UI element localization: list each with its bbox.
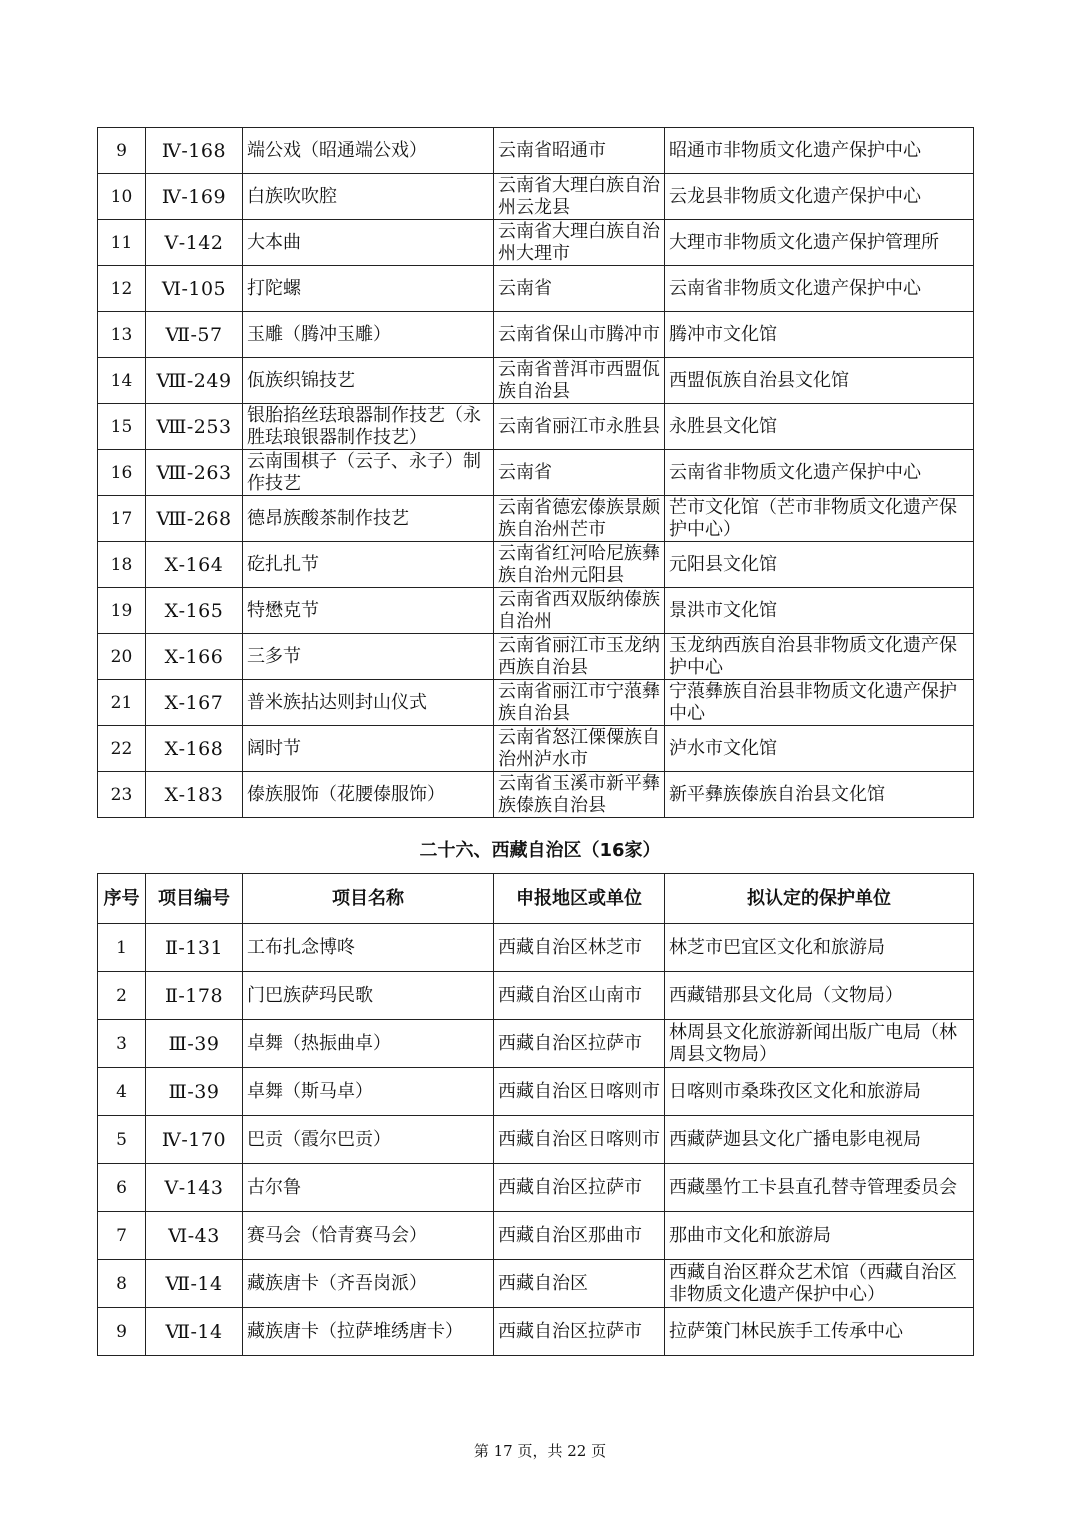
cell-name: 傣族服饰（花腰傣服饰） [243, 772, 494, 818]
cell-unit: 云龙县非物质文化遗产保护中心 [665, 174, 974, 220]
tibet-table [97, 873, 974, 1356]
cell-unit: 永胜县文化馆 [665, 404, 974, 450]
cell-seq: 18 [98, 542, 146, 588]
table-row [98, 450, 974, 496]
cell-name: 矻扎扎节 [243, 542, 494, 588]
cell-unit: 西藏错那县文化局（文物局） [665, 972, 974, 1020]
cell-region: 云南省红河哈尼族彝族自治州元阳县 [494, 542, 665, 588]
cell-region: 西藏自治区日喀则市 [494, 1068, 665, 1116]
cell-region: 云南省 [494, 266, 665, 312]
table-header-row [98, 874, 974, 924]
cell-code: Ⅵ-43 [146, 1212, 243, 1260]
header-name: 项目名称 [243, 874, 494, 924]
cell-region: 云南省保山市腾冲市 [494, 312, 665, 358]
table-row [98, 972, 974, 1020]
cell-unit: 昭通市非物质文化遗产保护中心 [665, 128, 974, 174]
cell-name: 卓舞（斯马卓） [243, 1068, 494, 1116]
cell-region: 云南省普洱市西盟佤族自治县 [494, 358, 665, 404]
cell-code: Ⅹ-167 [146, 680, 243, 726]
section-title: 二十六、西藏自治区（16家） [419, 840, 661, 861]
cell-code: Ⅹ-183 [146, 772, 243, 818]
cell-code: Ⅱ-178 [146, 972, 243, 1020]
cell-unit: 西盟佤族自治县文化馆 [665, 358, 974, 404]
cell-name: 工布扎念博咚 [243, 924, 494, 972]
cell-unit: 云南省非物质文化遗产保护中心 [665, 450, 974, 496]
cell-unit: 大理市非物质文化遗产保护管理所 [665, 220, 974, 266]
cell-name: 特懋克节 [243, 588, 494, 634]
cell-seq: 21 [98, 680, 146, 726]
table-row [98, 1068, 974, 1116]
cell-code: Ⅷ-263 [146, 450, 243, 496]
cell-seq: 9 [98, 1308, 146, 1356]
cell-seq: 19 [98, 588, 146, 634]
cell-region: 云南省丽江市永胜县 [494, 404, 665, 450]
cell-region: 西藏自治区拉萨市 [494, 1308, 665, 1356]
yunnan-table [97, 127, 974, 818]
cell-code: Ⅶ-14 [146, 1260, 243, 1308]
cell-unit: 那曲市文化和旅游局 [665, 1212, 974, 1260]
cell-region: 西藏自治区山南市 [494, 972, 665, 1020]
table-row [98, 1260, 974, 1308]
cell-region: 西藏自治区林芝市 [494, 924, 665, 972]
table-row [98, 358, 974, 404]
cell-seq: 3 [98, 1020, 146, 1068]
table-row [98, 924, 974, 972]
cell-unit: 泸水市文化馆 [665, 726, 974, 772]
cell-name: 普米族拈达则封山仪式 [243, 680, 494, 726]
cell-name: 古尔鲁 [243, 1164, 494, 1212]
cell-name: 藏族唐卡（齐吾岗派） [243, 1260, 494, 1308]
header-seq: 序号 [98, 874, 146, 924]
cell-name: 玉雕（腾冲玉雕） [243, 312, 494, 358]
cell-unit: 云南省非物质文化遗产保护中心 [665, 266, 974, 312]
cell-name: 打陀螺 [243, 266, 494, 312]
table-row [98, 312, 974, 358]
cell-unit: 西藏自治区群众艺术馆（西藏自治区非物质文化遗产保护中心） [665, 1260, 974, 1308]
cell-unit: 景洪市文化馆 [665, 588, 974, 634]
cell-seq: 8 [98, 1260, 146, 1308]
cell-unit: 林芝市巴宜区文化和旅游局 [665, 924, 974, 972]
table-row [98, 220, 974, 266]
cell-code: Ⅳ-169 [146, 174, 243, 220]
cell-region: 西藏自治区那曲市 [494, 1212, 665, 1260]
cell-seq: 9 [98, 128, 146, 174]
cell-unit: 元阳县文化馆 [665, 542, 974, 588]
cell-seq: 10 [98, 174, 146, 220]
cell-seq: 17 [98, 496, 146, 542]
cell-seq: 13 [98, 312, 146, 358]
cell-code: Ⅷ-253 [146, 404, 243, 450]
cell-name: 阔时节 [243, 726, 494, 772]
cell-seq: 22 [98, 726, 146, 772]
cell-region: 云南省丽江市宁蒗彝族自治县 [494, 680, 665, 726]
cell-region: 西藏自治区拉萨市 [494, 1020, 665, 1068]
cell-region: 西藏自治区日喀则市 [494, 1116, 665, 1164]
cell-code: Ⅲ-39 [146, 1068, 243, 1116]
cell-code: Ⅹ-164 [146, 542, 243, 588]
cell-name: 门巴族萨玛民歌 [243, 972, 494, 1020]
cell-region: 云南省大理白族自治州云龙县 [494, 174, 665, 220]
cell-code: Ⅶ-14 [146, 1308, 243, 1356]
table-row [98, 496, 974, 542]
cell-code: Ⅲ-39 [146, 1020, 243, 1068]
cell-name: 佤族织锦技艺 [243, 358, 494, 404]
cell-seq: 5 [98, 1116, 146, 1164]
cell-name: 卓舞（热振曲卓） [243, 1020, 494, 1068]
header-unit: 拟认定的保护单位 [665, 874, 974, 924]
cell-code: Ⅷ-268 [146, 496, 243, 542]
cell-code: Ⅴ-142 [146, 220, 243, 266]
cell-seq: 7 [98, 1212, 146, 1260]
cell-unit: 玉龙纳西族自治县非物质文化遗产保护中心 [665, 634, 974, 680]
cell-code: Ⅱ-131 [146, 924, 243, 972]
cell-region: 云南省丽江市玉龙纳西族自治县 [494, 634, 665, 680]
cell-name: 赛马会（恰青赛马会） [243, 1212, 494, 1260]
cell-unit: 腾冲市文化馆 [665, 312, 974, 358]
cell-seq: 16 [98, 450, 146, 496]
table-row [98, 1164, 974, 1212]
cell-region: 西藏自治区 [494, 1260, 665, 1308]
cell-unit: 林周县文化旅游新闻出版广电局（林周县文物局） [665, 1020, 974, 1068]
cell-unit: 日喀则市桑珠孜区文化和旅游局 [665, 1068, 974, 1116]
cell-region: 云南省昭通市 [494, 128, 665, 174]
cell-name: 银胎掐丝珐琅器制作技艺（永胜珐琅银器制作技艺） [243, 404, 494, 450]
cell-unit: 芒市文化馆（芒市非物质文化遗产保护中心） [665, 496, 974, 542]
table-row [98, 1212, 974, 1260]
cell-name: 白族吹吹腔 [243, 174, 494, 220]
cell-name: 藏族唐卡（拉萨堆绣唐卡） [243, 1308, 494, 1356]
cell-seq: 1 [98, 924, 146, 972]
cell-name: 巴贡（霞尔巴贡） [243, 1116, 494, 1164]
cell-unit: 西藏墨竹工卡县直孔替寺管理委员会 [665, 1164, 974, 1212]
table-row [98, 1308, 974, 1356]
cell-seq: 20 [98, 634, 146, 680]
cell-code: Ⅵ-105 [146, 266, 243, 312]
cell-code: Ⅹ-165 [146, 588, 243, 634]
cell-seq: 6 [98, 1164, 146, 1212]
cell-code: Ⅹ-168 [146, 726, 243, 772]
cell-seq: 12 [98, 266, 146, 312]
table-row [98, 266, 974, 312]
table-row [98, 680, 974, 726]
header-code: 项目编号 [146, 874, 243, 924]
cell-seq: 11 [98, 220, 146, 266]
cell-region: 云南省西双版纳傣族自治州 [494, 588, 665, 634]
cell-seq: 2 [98, 972, 146, 1020]
table-row [98, 404, 974, 450]
cell-code: Ⅶ-57 [146, 312, 243, 358]
cell-region: 云南省怒江傈僳族自治州泸水市 [494, 726, 665, 772]
table-row [98, 634, 974, 680]
cell-name: 端公戏（昭通端公戏） [243, 128, 494, 174]
cell-region: 云南省大理白族自治州大理市 [494, 220, 665, 266]
cell-code: Ⅴ-143 [146, 1164, 243, 1212]
cell-name: 德昂族酸茶制作技艺 [243, 496, 494, 542]
table-row [98, 1020, 974, 1068]
table-row [98, 174, 974, 220]
cell-region: 云南省 [494, 450, 665, 496]
cell-name: 三多节 [243, 634, 494, 680]
cell-seq: 23 [98, 772, 146, 818]
table-row [98, 588, 974, 634]
table-row [98, 542, 974, 588]
cell-code: Ⅳ-168 [146, 128, 243, 174]
table-row [98, 1116, 974, 1164]
cell-unit: 拉萨策门林民族手工传承中心 [665, 1308, 974, 1356]
cell-region: 西藏自治区拉萨市 [494, 1164, 665, 1212]
cell-code: Ⅷ-249 [146, 358, 243, 404]
cell-name: 大本曲 [243, 220, 494, 266]
cell-unit: 新平彝族傣族自治县文化馆 [665, 772, 974, 818]
header-region: 申报地区或单位 [494, 874, 665, 924]
cell-seq: 14 [98, 358, 146, 404]
cell-unit: 宁蒗彝族自治县非物质文化遗产保护中心 [665, 680, 974, 726]
cell-unit: 西藏萨迦县文化广播电影电视局 [665, 1116, 974, 1164]
table-row [98, 128, 974, 174]
cell-code: Ⅳ-170 [146, 1116, 243, 1164]
table-row [98, 772, 974, 818]
cell-region: 云南省玉溪市新平彝族傣族自治县 [494, 772, 665, 818]
cell-code: Ⅹ-166 [146, 634, 243, 680]
page-footer: 第 17 页，共 22 页 [473, 1442, 607, 1460]
cell-seq: 4 [98, 1068, 146, 1116]
cell-seq: 15 [98, 404, 146, 450]
cell-name: 云南围棋子（云子、永子）制作技艺 [243, 450, 494, 496]
table-row [98, 726, 974, 772]
cell-region: 云南省德宏傣族景颇族自治州芒市 [494, 496, 665, 542]
